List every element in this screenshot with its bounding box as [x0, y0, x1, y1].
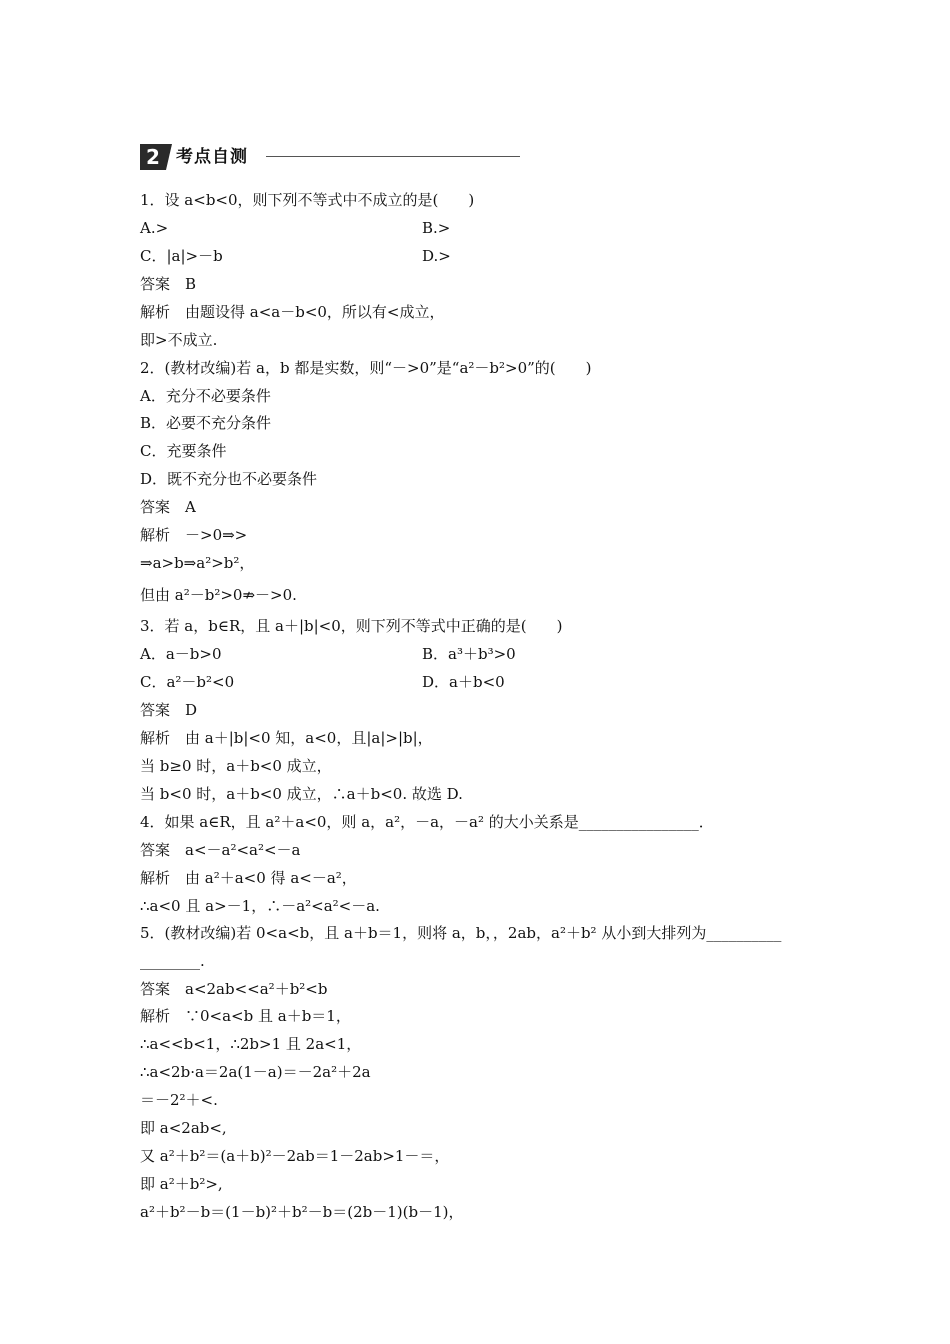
text-line: A．充分不必要条件 [140, 387, 271, 405]
text-line: D．a＋b<0 [422, 673, 505, 691]
text-line: 解析 由 a²＋a<0 得 a<－a²， [140, 869, 357, 887]
text-line: 答案 a<－a²<a²<－a [140, 841, 301, 859]
section-number-badge: 2 [140, 144, 166, 170]
text-line: B.> [422, 219, 451, 237]
text-line: ∴a<0 且 a>－1，∴－a²<a²<－a. [140, 897, 380, 915]
text-line: 又 a²＋b²＝(a＋b)²－2ab＝1－2ab>1－＝， [140, 1147, 450, 1165]
text-line: 即>不成立. [140, 331, 218, 349]
text-line: 解析 －>0⇒> [140, 526, 248, 544]
text-line: 1．设 a<b<0，则下列不等式中不成立的是( ) [140, 191, 475, 209]
text-line: 解析 ∵0<a<b 且 a＋b＝1， [140, 1007, 351, 1025]
text-line: 解析 由 a＋|b|<0 知，a<0，且|a|>|b|， [140, 729, 433, 747]
text-line: 解析 由题设得 a<a－b<0，所以有<成立， [140, 303, 445, 321]
text-line: D.> [422, 247, 451, 265]
text-line: C．a²－b²<0 [140, 673, 235, 691]
section-rule [266, 156, 520, 157]
text-line: B．必要不充分条件 [140, 414, 272, 432]
text-line: 当 b<0 时，a＋b<0 成立，∴a＋b<0. 故选 D. [140, 785, 463, 803]
text-line: 当 b≥0 时，a＋b<0 成立， [140, 757, 332, 775]
text-line: 答案 a<2ab<<a²＋b²<b [140, 980, 328, 998]
text-line: D．既不充分也不必要条件 [140, 470, 318, 488]
text-line: 但由 a²－b²>0⇏－>0. [140, 586, 297, 604]
text-line: 5．(教材改编)若 0<a<b，且 a＋b＝1，则将 a，b，，2ab，a²＋b² 从小到大排列为__________ [140, 924, 782, 942]
text-line: 即 a<2ab<, [140, 1119, 227, 1137]
text-line: A.> [140, 219, 169, 237]
text-line: 3．若 a，b∈R，且 a＋|b|<0，则下列不等式中正确的是( ) [140, 617, 563, 635]
section-header [140, 144, 520, 170]
text-line: ＝－2²＋<. [140, 1091, 218, 1109]
text-line: A．a－b>0 [140, 645, 222, 663]
section-title: 考点自测 [176, 147, 248, 167]
text-line: 即 a²＋b²>, [140, 1175, 223, 1193]
text-line: 2．(教材改编)若 a，b 都是实数，则“－>0”是“a²－b²>0”的( ) [140, 359, 592, 377]
text-line: ________. [140, 952, 205, 970]
text-line: ⇒a>b⇒a²>b²， [140, 554, 255, 572]
text-line: C．|a|>－b [140, 247, 223, 265]
text-line: 答案 B [140, 275, 197, 293]
text-line: 答案 A [140, 498, 196, 516]
text-line: 4．如果 a∈R，且 a²＋a<0，则 a，a²，－a，－a² 的大小关系是________________． [140, 813, 714, 831]
text-line: ∴a<<b<1，∴2b>1 且 2a<1， [140, 1035, 362, 1053]
text-line: a²＋b²－b＝(1－b)²＋b²－b＝(2b－1)(b－1)， [140, 1203, 464, 1221]
text-line: 答案 D [140, 701, 198, 719]
text-line: B．a³＋b³>0 [422, 645, 516, 663]
text-line: ∴a<2b·a＝2a(1－a)＝－2a²＋2a [140, 1063, 371, 1081]
text-line: C．充要条件 [140, 442, 227, 460]
